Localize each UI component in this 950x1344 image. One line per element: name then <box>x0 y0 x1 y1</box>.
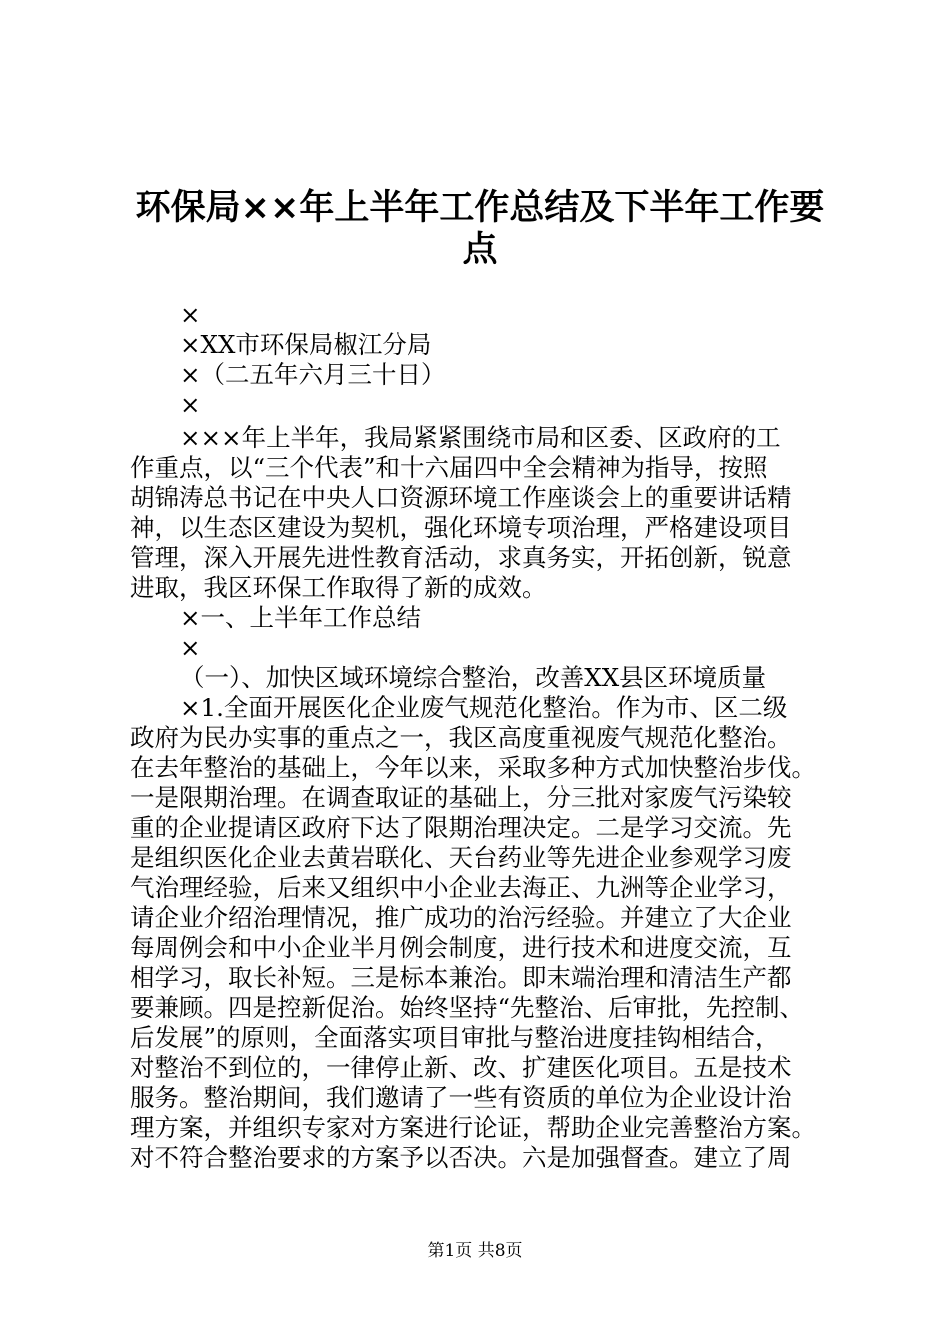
body-line: ×1.全面开展医化企业废气规范化整治。作为市、区二级 <box>180 693 788 722</box>
body-line: 对不符合整治要求的方案予以否决。六是加强督查。建立了周 <box>130 1143 792 1172</box>
body-line: 进取，我区环保工作取得了新的成效。 <box>130 573 547 602</box>
body-line: （一）、加快区域环境综合整治，改善XX县区环境质量 <box>180 663 767 692</box>
body-line: ×一、上半年工作总结 <box>180 603 422 632</box>
body-line: 在去年整治的基础上，今年以来，采取多种方式加快整治步伐。 <box>130 753 816 782</box>
body-line: 气治理经验，后来又组织中小企业去海正、九洲等企业学习， <box>130 873 792 902</box>
body-line: 重的企业提请区政府下达了限期治理决定。二是学习交流。先 <box>130 813 792 842</box>
page-footer: 第1页 共8页 <box>427 1241 523 1261</box>
body-line: 一是限期治理。在调查取证的基础上，分三批对家废气污染较 <box>130 783 792 812</box>
body-line: 理方案，并组织专家对方案进行论证，帮助企业完善整治方案。 <box>130 1113 816 1142</box>
body-line: ×（二五年六月三十日） <box>180 360 446 389</box>
body-line: 胡锦涛总书记在中央人口资源环境工作座谈会上的重要讲话精 <box>130 483 792 512</box>
body-line: 每周例会和中小企业半月例会制度，进行技术和进度交流，互 <box>130 933 792 962</box>
body-line: × <box>180 633 201 662</box>
body-line: 政府为民办实事的重点之一，我区高度重视废气规范化整治。 <box>130 723 792 752</box>
body-line: 后发展”的原则，全面落实项目审批与整治进度挂钩相结合， <box>130 1023 780 1052</box>
document-title-line-1: 环保局××年上半年工作总结及下半年工作要 <box>135 188 825 228</box>
body-line: 相学习，取长补短。三是标本兼治。即末端治理和清洁生产都 <box>130 963 792 992</box>
body-line: 作重点，以“三个代表”和十六届四中全会精神为指导，按照 <box>130 453 768 482</box>
body-line: 服务。整治期间，我们邀请了一些有资质的单位为企业设计治 <box>130 1083 792 1112</box>
body-line: × <box>180 300 201 329</box>
body-line: × <box>180 390 201 419</box>
body-line: 神，以生态区建设为契机，强化环境专项治理，严格建设项目 <box>130 513 792 542</box>
body-line: 对整治不到位的，一律停止新、改、扩建医化项目。五是技术 <box>130 1053 792 1082</box>
body-line: ×××年上半年，我局紧紧围绕市局和区委、区政府的工 <box>180 423 781 452</box>
body-line: 是组织医化企业去黄岩联化、天台药业等先进企业参观学习废 <box>130 843 792 872</box>
body-line: 要兼顾。四是控新促治。始终坚持“先整治、后审批，先控制、 <box>130 993 805 1022</box>
body-line: 请企业介绍治理情况，推广成功的治污经验。并建立了大企业 <box>130 903 792 932</box>
document-title-line-2: 点 <box>462 230 498 270</box>
body-line: ×XX市环保局椒江分局 <box>180 330 432 359</box>
body-line: 管理，深入开展先进性教育活动，求真务实，开拓创新，锐意 <box>130 543 792 572</box>
